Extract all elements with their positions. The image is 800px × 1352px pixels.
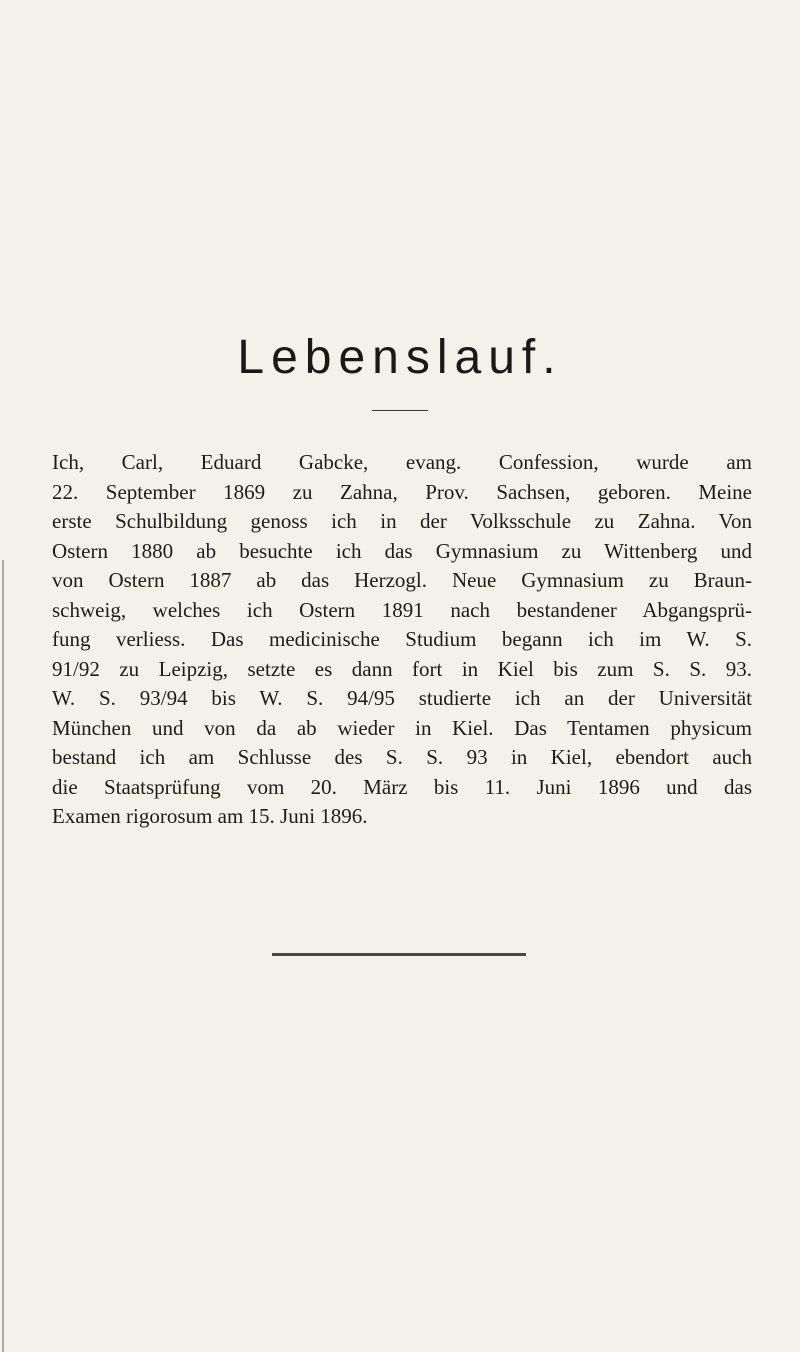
text-line: fung verliess. Das medicinische Studium begann ich im W. S. [52,627,752,651]
text-line: München und von da ab wieder in Kiel. Das Tentamen physicum [52,715,752,740]
text-line: W. S. 93/94 bis W. S. 94/95 studierte ich an der Universität [52,686,752,710]
text-line: 22. September 1869 zu Zahna, Prov. Sachsen, geboren. Meine [52,479,752,504]
text-line: schweig, welches ich Ostern 1891 nach bestandener Abgangsprü- [52,597,752,622]
text-line: 91/92 zu Leipzig, setzte es dann fort in Kiel bis zum S. S. 93. [52,656,752,681]
text-line: Examen rigorosum am 15. Juni 1896. [52,804,368,828]
text-line: bestand ich am Schlusse des S. S. 93 in Kiel, ebendort auch [52,745,752,769]
text-line: von Ostern 1887 ab das Herzogl. Neue Gymnasium zu Braun- [52,568,752,592]
biography-paragraph [52,448,752,832]
page-title: Lebenslauf. [237,331,563,384]
title-divider [372,410,428,411]
text-line: die Staatsprüfung vom 20. März bis 11. Juni 1896 und das [52,774,752,799]
footer-divider [272,953,526,956]
text-line: Ostern 1880 ab besuchte ich das Gymnasium zu Wittenberg und [52,538,752,563]
text-line: Ich, Carl, Eduard Gabcke, evang. Confession, wurde am [52,450,752,474]
text-line: erste Schulbildung genoss ich in der Volksschule zu Zahna. Von [52,509,752,533]
page-edge [2,560,4,1352]
